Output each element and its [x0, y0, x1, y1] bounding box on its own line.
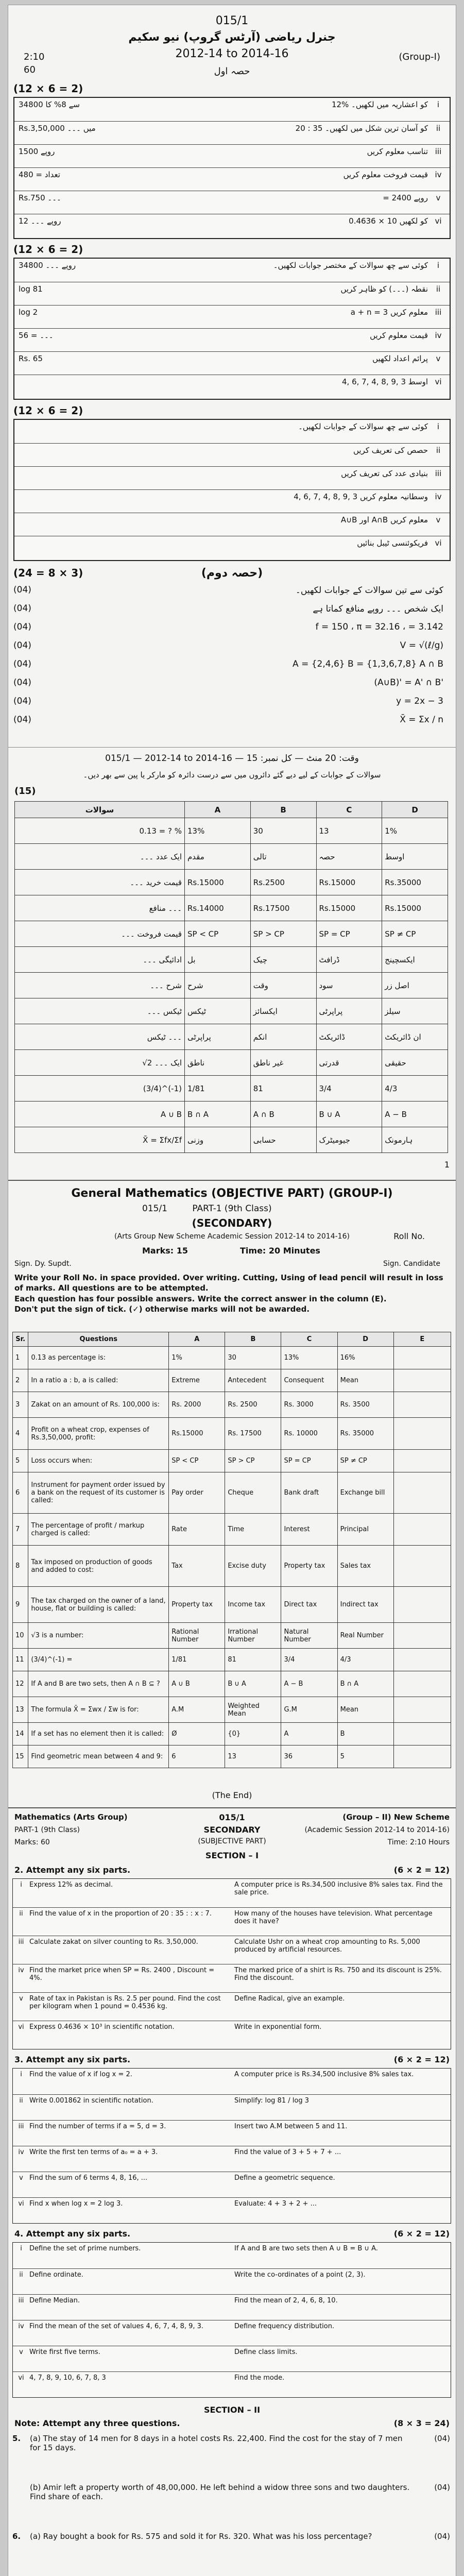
- q2-row: iv قیمت فروخت معلوم کریں 480 = تعداد: [14, 167, 450, 191]
- table-row: (3/4)^(-1) 1/81 81 3/4 4/3: [15, 1076, 448, 1101]
- divider: [8, 747, 456, 748]
- group-label: (Group-I): [399, 52, 440, 62]
- part2-mark: (04): [13, 622, 31, 632]
- english-paper-page: [8, 1180, 456, 2576]
- part2-mark: (04): [13, 640, 31, 651]
- col-header: Sr.: [13, 1332, 28, 1347]
- q2-marks-en: (6 × 2 = 12): [393, 1865, 450, 1875]
- answer-cell[interactable]: [393, 1392, 451, 1418]
- answer-cell[interactable]: [393, 1472, 451, 1514]
- table-row: 14 If a set has no element then it is called: Ø {0} A B: [13, 1723, 451, 1745]
- q4-row: ii حصص کی تعریف کریں: [14, 443, 450, 467]
- obj-title: General Mathematics (OBJECTIVE PART) (GROUP-I): [71, 1187, 393, 1200]
- q4-row: i کوئی سے چھ سوالات کے جوابات لکھیں۔: [298, 422, 440, 431]
- instructions: [14, 1273, 450, 1314]
- answer-cell[interactable]: [393, 1450, 451, 1472]
- part2-question: V = √(ℓ/g): [400, 640, 443, 651]
- q2-row: ii 20 : 35 کو آسان ترین شکل میں لکھیں۔ Rs.3,50,000 میں ۔۔۔: [14, 121, 450, 145]
- q4-en-row: i Define the set of prime numbers. If A and B are two sets then A ∪ B = B ∪ A.: [20, 2245, 378, 2252]
- obj-code: 015/1: [142, 1204, 167, 1214]
- subj-marks: Marks: 60: [14, 1838, 50, 1846]
- time-top: 2:10: [24, 52, 45, 62]
- col-header: D: [382, 802, 448, 818]
- part2-question: y = 2x − 3: [396, 696, 443, 706]
- table-row: ادائیگی ۔۔۔ بل چیک ڈرافٹ ایکسچینج: [15, 947, 448, 973]
- part2-question: A = {2,4,6} B = {1,3,6,7,8} A ∩ B: [293, 659, 443, 669]
- urdu-paper-page: [8, 5, 456, 1175]
- arts-line: (Arts Group New Scheme Academic Session 2012-14 to 2014-16): [114, 1232, 350, 1241]
- q2-en-row: iv Find the market price when SP = Rs. 2400 , Discount = 4%. The marked price of a shirt is Rs. 750 and its discount is 25%. Find the discount.: [13, 1964, 451, 1993]
- part2-mark: (04): [13, 715, 31, 725]
- q4-marks-en: (6 × 2 = 12): [393, 2229, 450, 2239]
- q3-row: ii نقطہ (۔۔۔) کو ظاہر کریں log 81: [14, 282, 450, 306]
- part2-marks: (24 = 8 × 3): [13, 567, 83, 579]
- q2-row: vi 0.4636 × 10 کو لکھیں 12 روپے ۔۔۔: [14, 214, 450, 238]
- q2-row: i 12% کو اعشاریہ میں لکھیں۔ 34800 سے 8% کا: [19, 100, 440, 109]
- q2-en-box: [12, 1878, 451, 2049]
- part2-question: (A∪B)' = A' ∩ B': [374, 677, 443, 688]
- q4-en-row: iii Define Median. Find the mean of 2, 4, 6, 8, 10.: [13, 2294, 451, 2320]
- page-number: 1: [444, 1160, 450, 1170]
- q-mark: (04): [434, 2483, 450, 2492]
- q3-title: 3. Attempt any six parts.: [14, 2055, 131, 2064]
- q3-en-row: iii Find the number of terms if a = 5, d = 3. Insert two A.M between 5 and 11.: [13, 2120, 451, 2146]
- marks: Marks: 15: [142, 1246, 188, 1256]
- table-row: 3 Zakat on an amount of Rs. 100,000 is: Rs. 2000 Rs. 2500 Rs. 3000 Rs. 3500: [13, 1392, 451, 1418]
- table-row: 9 The tax charged on the owner of a land, house, flat or building is called: Property tax Income tax Direct tax Indirect tax: [13, 1587, 451, 1623]
- q-text: (a) The stay of 14 men for 8 days in a hotel costs Rs. 22,400. Find the cost for the stay of 7 men for 15 days.: [30, 2434, 403, 2452]
- q-text: (b) Amir left a property worth of 48,00,000. He left behind a widow three sons and two daughters. Find share of each.: [30, 2483, 410, 2501]
- q2-en-row: iii Calculate zakat on silver counting to Rs. 3,50,000. Calculate Ushr on a wheat crop amounting to Rs. 5,000 produced by artificial resources.: [13, 1936, 451, 1964]
- table-row: ایک عدد ۔۔۔ مقدم تالی حصہ اوسط: [15, 844, 448, 870]
- obj-marks: (15): [14, 786, 36, 796]
- long-questions: [12, 2434, 450, 2576]
- paper-title: جنرل ریاضی (آرٹس گروپ) نیو سکیم: [128, 31, 336, 44]
- q3-box: [13, 258, 451, 400]
- roll-no: Roll No.: [393, 1231, 425, 1241]
- obj-header: 015/1 — 2012-14 to 2014-16 — وقت: 20 منٹ — کل نمبر: 15: [105, 753, 359, 764]
- part2-mark: (04): [13, 603, 31, 614]
- table-row: ٹیکس ۔۔۔ ٹیکس ایکسائز پراپرٹی سیلز: [15, 998, 448, 1024]
- q4-row: v A∪B اور A∩B معلوم کریں: [14, 513, 450, 536]
- subj-secondary: SECONDARY: [203, 1825, 261, 1835]
- time: Time: 20 Minutes: [240, 1246, 320, 1256]
- q2-box: [13, 97, 451, 239]
- answer-cell[interactable]: [393, 1587, 451, 1623]
- col-header: C: [316, 802, 382, 818]
- subj-time: Time: 2:10 Hours: [387, 1838, 450, 1846]
- col-header: سوالات: [15, 802, 185, 818]
- divider: [8, 1807, 456, 1808]
- q3-en-row: v Find the sum of 6 terms 4, 8, 16, ... Define a geometric sequence.: [13, 2172, 451, 2198]
- q3-row: vi 4, 6, 7, 4, 8, 9, 3 اوسط: [14, 375, 450, 398]
- obj-instructions: سوالات کے جوابات کے لیے دیے گئے دائروں میں سے درست دائرہ کو مارکر یا پین سے بھر دیں۔: [83, 770, 381, 779]
- subj-group: (Group – II) New Scheme: [342, 1812, 450, 1822]
- section-2: SECTION – II: [203, 2405, 261, 2415]
- q4-row: iii بنیادی عدد کی تعریف کریں: [14, 466, 450, 490]
- q-mark: (04): [434, 2532, 450, 2541]
- part2-question: کوئی سے تین سوالات کے جوابات لکھیں۔: [295, 585, 443, 596]
- answer-cell[interactable]: [393, 1649, 451, 1671]
- table-row: 8 Tax imposed on production of goods and added to cost: Tax Excise duty Property tax Sales tax: [13, 1546, 451, 1587]
- the-end: (The End): [212, 1790, 252, 1800]
- table-row: 11 (3/4)^(-1) = 1/81 81 3/4 4/3: [13, 1649, 451, 1671]
- q2-marks: (12 × 6 = 2): [13, 82, 83, 95]
- table-row: 13 The formula X̄ = Σwx / Σw is for: A.M Weighted Mean G.M Mean: [13, 1697, 451, 1723]
- table-row: 5 Loss occurs when: SP < CP SP > CP SP = CP SP ≠ CP: [13, 1450, 451, 1472]
- table-row: ۔۔۔ ٹیکس پراپرٹی انکم ڈائریکٹ ان ڈائریکٹ: [15, 1024, 448, 1050]
- instruction-line: Write your Roll No. in space provided. Over writing. Cutting, Using of lead pencil will result in loss of marks. All questions are to be attempted.: [14, 1273, 443, 1293]
- divider: [8, 1180, 456, 1181]
- answer-cell[interactable]: [393, 1671, 451, 1697]
- instruction-line: Each question has four possible answers. Write the correct answer in the column (E).: [14, 1294, 387, 1303]
- table-row: قیمت فروخت ۔۔۔ SP < CP SP > CP SP = CP SP ≠ CP: [15, 921, 448, 947]
- q4-title: 4. Attempt any six parts.: [14, 2229, 131, 2239]
- instruction-line: Don't put the sign of tick. (✓) otherwise marks will not be awarded.: [14, 1304, 310, 1314]
- subj-class: PART-1 (9th Class): [14, 1826, 80, 1834]
- table-row: قیمت خرید ۔۔۔ Rs.15000 Rs.2500 Rs.15000 Rs.35000: [15, 870, 448, 895]
- q2-en-row: i Express 12% as decimal. A computer price is Rs.34,500 inclusive 8% sales tax. Find the sale price.: [20, 1881, 443, 1896]
- q2-title: 2. Attempt any six parts.: [14, 1865, 131, 1875]
- q-mark: (04): [434, 2434, 450, 2443]
- part2-mark: (04): [13, 677, 31, 688]
- q3-row: iv قیمت معلوم کریں 56 = ۔۔۔: [14, 328, 450, 352]
- answer-cell[interactable]: [393, 1697, 451, 1723]
- secondary: (SECONDARY): [192, 1217, 272, 1229]
- answer-cell[interactable]: [393, 1514, 451, 1546]
- long-marks: (8 × 3 = 24): [393, 2418, 450, 2428]
- subj-code: 015/1: [219, 1812, 245, 1822]
- col-header: Questions: [28, 1332, 169, 1347]
- answer-cell[interactable]: [393, 1723, 451, 1745]
- table-row: 4 Profit on a wheat crop, expenses of Rs.3,50,000, profit: Rs.15000 Rs. 17500 Rs. 10000 Rs. 35000: [13, 1418, 451, 1450]
- section-1: SECTION – I: [205, 1851, 259, 1860]
- q2-row: iii تناسب معلوم کریں 1500 روپے: [14, 144, 450, 168]
- part2-question: ایک شخص ۔۔۔ روپے منافع کماتا ہے: [313, 604, 443, 614]
- q3-marks-en: (6 × 2 = 12): [393, 2055, 450, 2064]
- table-row: 12 If A and B are two sets, then A ∩ B ⊆ ? A ∪ B B ∪ A A − B B ∩ A: [13, 1671, 451, 1697]
- col-header: A: [169, 1332, 225, 1347]
- q3-en-row: iv Write the first ten terms of a₀ = a + 3. Find the value of 3 + 5 + 7 + ...: [13, 2146, 451, 2172]
- long-title: Note: Attempt any three questions.: [14, 2418, 180, 2428]
- table-row: 15 Find geometric mean between 4 and 9: 6 13 36 5: [13, 1745, 451, 1768]
- sign-candidate: Sign. Candidate: [383, 1260, 440, 1268]
- table-row: 0.13 = ? % 13% 30 13 1%: [15, 818, 448, 844]
- q-text: (a) Ray bought a book for Rs. 575 and sold it for Rs. 320. What was his loss percentage?: [30, 2532, 372, 2541]
- subjective-title: حصہ اول: [214, 66, 250, 77]
- table-row: √2 ایک ۔۔۔ ناطق غیر ناطق قدرتی حقیقی: [15, 1050, 448, 1076]
- q4-marks: (12 × 6 = 2): [13, 404, 83, 417]
- scanned-sheet: [8, 5, 456, 2576]
- subj-session: (Academic Session 2012-14 to 2014-16): [304, 1826, 450, 1834]
- answer-cell[interactable]: [393, 1623, 451, 1649]
- q-number: 6.: [12, 2532, 21, 2541]
- q4-en-box: [12, 2242, 451, 2398]
- marks-top: 60: [24, 64, 36, 75]
- part2-mark: (04): [13, 659, 31, 669]
- table-row: 2 In a ratio a : b, a is called: Extreme Antecedent Consequent Mean: [13, 1369, 451, 1392]
- col-header: B: [250, 802, 316, 818]
- answer-cell[interactable]: [393, 1546, 451, 1587]
- q2-row: v = 2400 روپے Rs.750 ۔۔۔: [14, 191, 450, 214]
- q-number: 5.: [12, 2434, 21, 2443]
- part2-question: X̄ = Σx / n: [400, 715, 443, 725]
- col-header: D: [337, 1332, 393, 1347]
- q2-en-row: ii Find the value of x in the proportion of 20 : 35 : : x : 7. How many of the houses have television. What percentage does it have?: [13, 1907, 451, 1936]
- paper-code: 015/1: [215, 14, 249, 27]
- q4-box: [13, 419, 451, 561]
- table-row: X̄ = Σfx/Σf وزنی حسابی جیومیٹرک ہارمونک: [15, 1127, 448, 1153]
- q4-row: iv 4, 6, 7, 4, 8, 9, 3 وسطانیہ معلوم کریں: [14, 489, 450, 513]
- table-row: 7 The percentage of profit / markup charged is called: Rate Time Interest Principal: [13, 1514, 451, 1546]
- part2-mark: (04): [13, 585, 31, 595]
- subj-arts: Mathematics (Arts Group): [14, 1812, 128, 1822]
- obj-subtitle: PART-1 (9th Class): [192, 1204, 272, 1214]
- session: 2012-14 to 2014-16: [175, 47, 289, 60]
- answer-cell[interactable]: [393, 1347, 451, 1369]
- col-header: B: [225, 1332, 281, 1347]
- q4-en-row: vi 4, 7, 8, 9, 10, 6, 7, 8, 3 Find the mode.: [13, 2371, 451, 2398]
- table-row: A ∪ B B ∩ A A ∩ B B ∪ A A − B: [15, 1101, 448, 1127]
- answer-cell[interactable]: [393, 1369, 451, 1392]
- table-row: شرح ۔۔۔ شرح وقت سود اصل زر: [15, 973, 448, 998]
- part2-question: f = 150 ، π = 32.16 ، = 3.142: [315, 622, 443, 632]
- subj-part: (SUBJECTIVE PART): [198, 1837, 266, 1845]
- sign-supdt: Sign. Dy. Supdt.: [14, 1260, 72, 1268]
- answer-cell[interactable]: [393, 1418, 451, 1450]
- urdu-objective-table: [14, 801, 448, 1153]
- q2-en-row: vi Express 0.4636 × 10³ in scientific notation. Write in exponential form.: [13, 2021, 451, 2049]
- part2-title: (حصہ دوم): [201, 567, 263, 580]
- col-header: C: [281, 1332, 337, 1347]
- q3-en-row: ii Write 0.001862 in scientific notation. Simplify: log 81 / log 3: [13, 2094, 451, 2121]
- q3-en-row: i Find the value of x if log x = 2. A computer price is Rs.34,500 inclusive 8% sales tax.: [20, 2071, 414, 2078]
- part2-list: [13, 585, 449, 739]
- q3-en-box: [12, 2068, 451, 2224]
- q3-row: i کوئی سے چھ سوالات کے مختصر جوابات لکھیں۔ 34800 روپے ۔۔۔: [19, 261, 440, 270]
- part2-mark: (04): [13, 696, 31, 706]
- q4-en-row: ii Define ordinate. Write the co-ordinates of a point (2, 3).: [13, 2268, 451, 2295]
- q3-row: iii a + n = 3 معلوم کریں log 2: [14, 305, 450, 329]
- col-header: A: [185, 802, 251, 818]
- answer-cell[interactable]: [393, 1745, 451, 1768]
- english-objective-table: [12, 1332, 451, 1768]
- table-row: 6 Instrument for payment order issued by a bank on the request of its customer is called: Pay order Cheque Bank draft Exchange bill: [13, 1472, 451, 1514]
- q4-en-row: iv Find the mean of the set of values 4, 6, 7, 4, 8, 9, 3. Define frequency distribution.: [13, 2320, 451, 2346]
- table-row: ۔۔۔ منافع Rs.14000 Rs.17500 Rs.15000 Rs.15000: [15, 895, 448, 921]
- table-row: 10 √3 is a number: Rational Number Irrational Number Natural Number Real Number: [13, 1623, 451, 1649]
- col-header: E: [393, 1332, 451, 1347]
- q4-row: vi فریکوئنسی ٹیبل بنائیں: [14, 536, 450, 560]
- q3-marks: (12 × 6 = 2): [13, 243, 83, 256]
- q2-en-row: v Rate of tax in Pakistan is Rs. 2.5 per pound. Find the cost per kilogram when 1 pound = 0.4536 kg. Define Radical, give an example.: [13, 1992, 451, 2021]
- q3-en-row: vi Find x when log x = 2 log 3. Evaluate: 4 + 3 + 2 + ...: [13, 2197, 451, 2224]
- q3-row: v پرائم اعداد لکھیں Rs. 65: [14, 351, 450, 375]
- table-row: 1 0.13 as percentage is: 1% 30 13% 16%: [13, 1347, 451, 1369]
- q4-en-row: v Write first five terms. Define class limits.: [13, 2346, 451, 2372]
